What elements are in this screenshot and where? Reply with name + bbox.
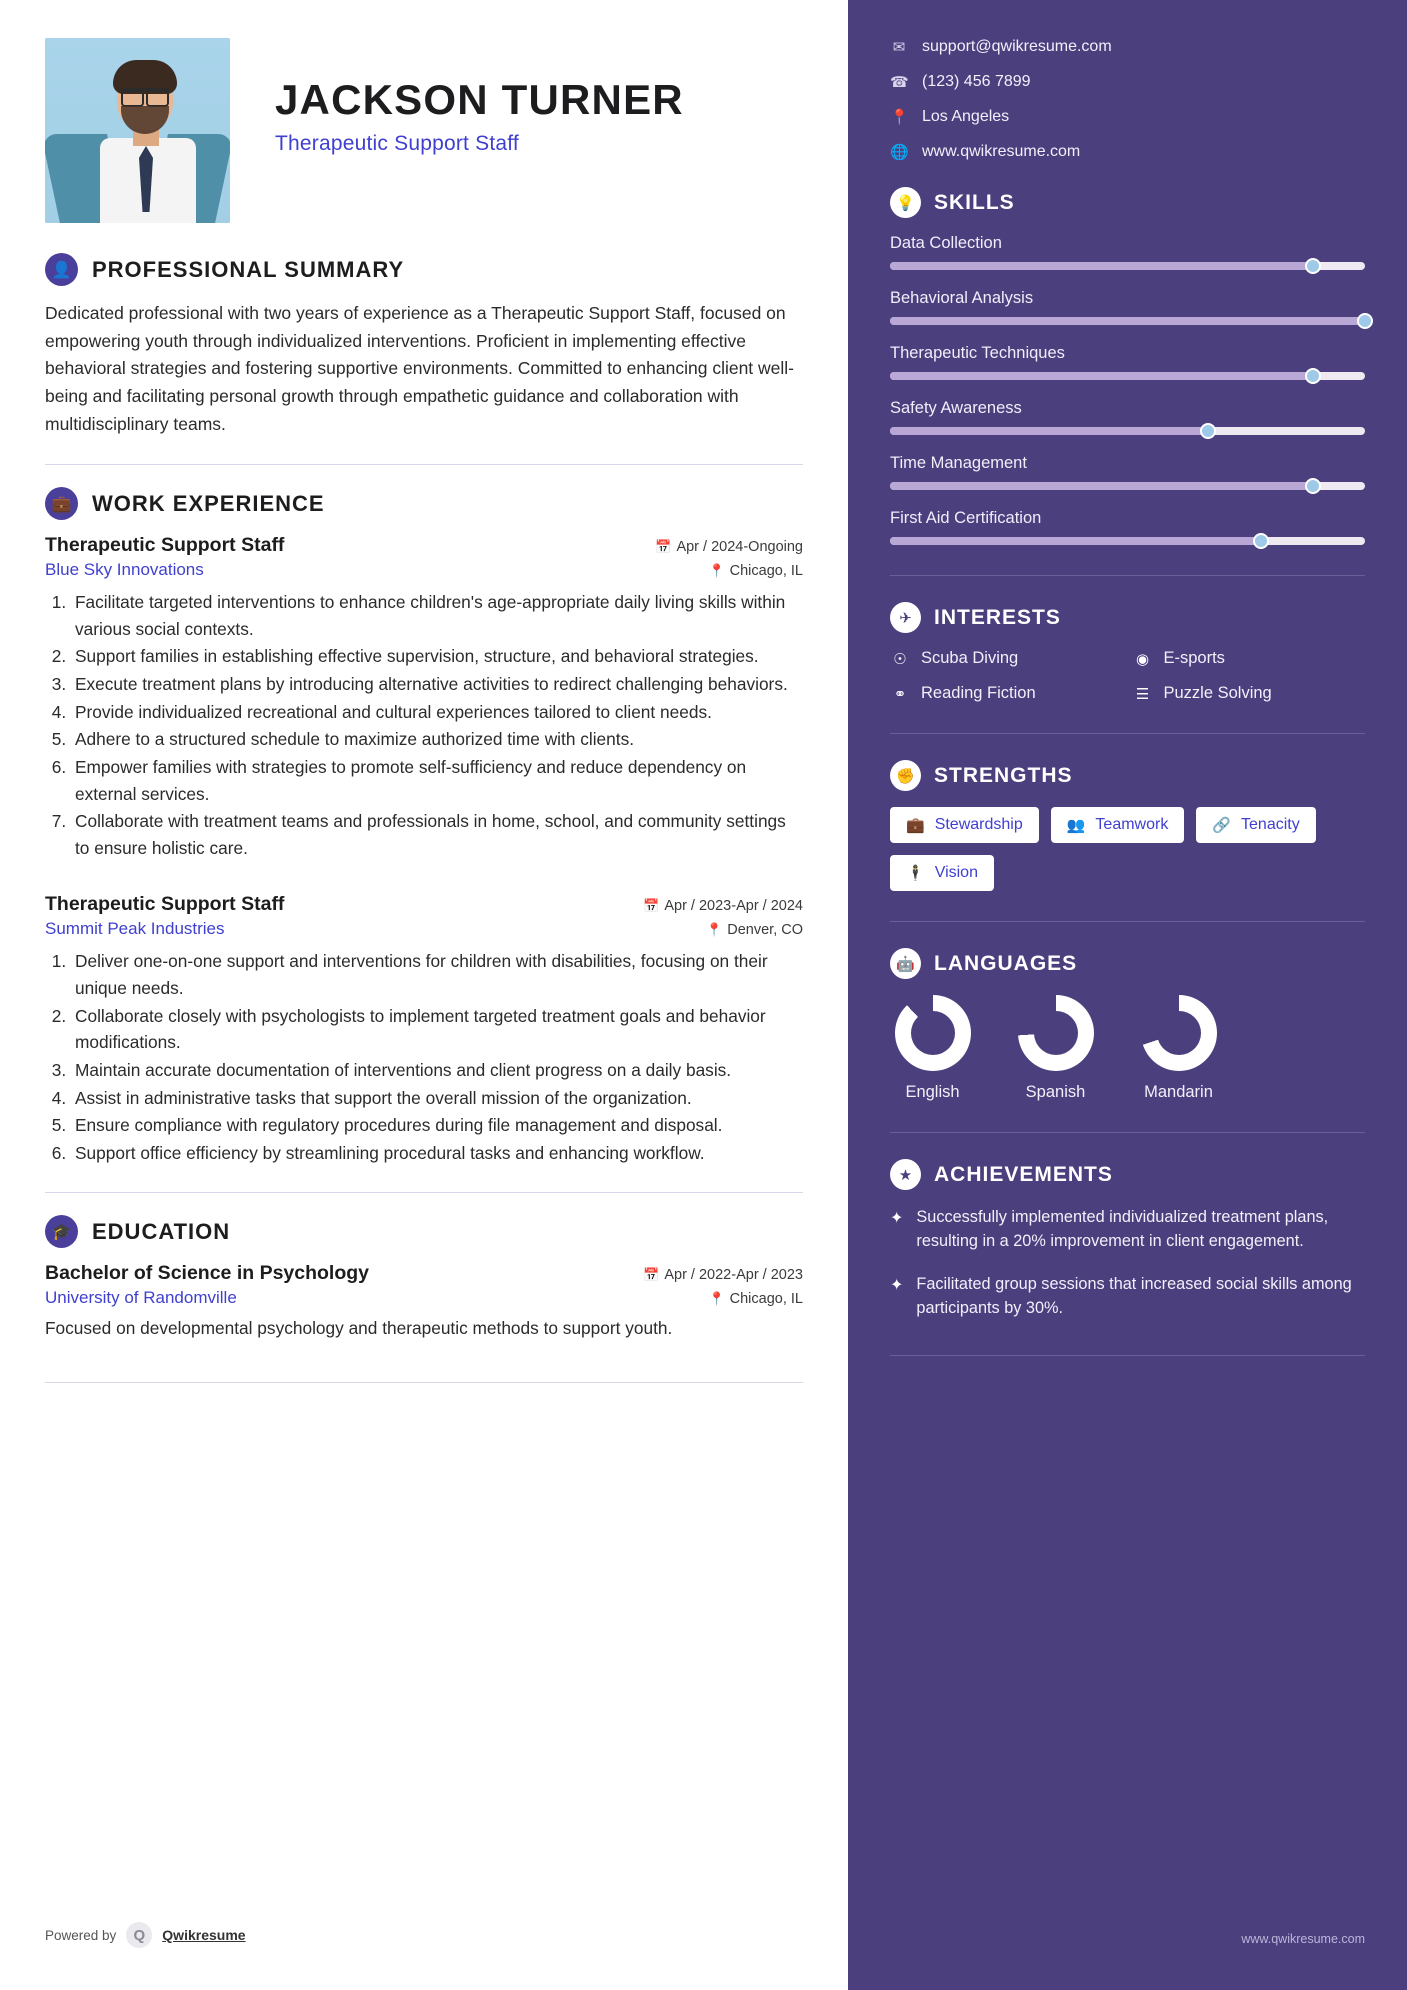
education-location: 📍 Chicago, IL bbox=[708, 1291, 803, 1308]
strength-chip bbox=[890, 855, 994, 891]
list-item: 3. Maintain accurate documentation of interventions and client progress on a daily basis. bbox=[71, 1057, 803, 1084]
globe-grid-icon: ☉ bbox=[893, 650, 907, 668]
strength-label: Teamwork bbox=[1095, 816, 1169, 833]
sidebar-divider bbox=[890, 575, 1365, 576]
list-item: 4. Provide individualized recreational and cultural experiences tailored to client needs. bbox=[71, 699, 803, 726]
contact-block bbox=[890, 38, 1365, 161]
interest-item bbox=[1133, 684, 1366, 703]
location-pin-icon: 📍 bbox=[708, 563, 725, 579]
education-description: Focused on developmental psychology and therapeutic methods to support youth. bbox=[45, 1318, 673, 1339]
experience-heading bbox=[45, 487, 803, 520]
list-item: 7. Collaborate with treatment teams and professionals in home, school, and community settings to ensure holistic care. bbox=[71, 808, 803, 861]
profile-photo bbox=[45, 38, 230, 223]
calendar-icon: 📅 bbox=[643, 1267, 660, 1283]
paper-plane-icon: ✈ bbox=[890, 602, 921, 633]
interest-label: Scuba Diving bbox=[921, 649, 1019, 667]
skill-meter bbox=[890, 537, 1365, 545]
interest-item bbox=[890, 649, 1123, 668]
gamepad-icon: ◉ bbox=[1135, 650, 1150, 668]
strengths-heading-label: STRENGTHS bbox=[934, 763, 1073, 787]
lightbulb-icon: 💡 bbox=[890, 187, 921, 218]
puzzle-icon: ☰ bbox=[1135, 685, 1150, 703]
binoculars-icon: 🕴 bbox=[906, 865, 925, 882]
section-professional-summary bbox=[45, 253, 803, 438]
sidebar-divider bbox=[890, 921, 1365, 922]
achievements-heading bbox=[890, 1159, 1365, 1190]
skill-label: Time Management bbox=[890, 454, 1027, 472]
skill-meter bbox=[890, 262, 1365, 270]
contact-email-value: support@qwikresume.com bbox=[922, 38, 1112, 55]
list-item: 1. Deliver one-on-one support and interventions for children with disabilities, focusing on their unique needs. bbox=[71, 948, 803, 1001]
summary-text: Dedicated professional with two years of experience as a Therapeutic Support Staff, focused on empowering youth through individualized interventions. Proficient in implementing effective behavioral strategies and fostering supportive environments. Committed to enhancing client well-being and facilitating personal growth through empathetic guidance and collaboration with multidisciplinary teams. bbox=[45, 303, 795, 434]
skills-heading-label: SKILLS bbox=[934, 190, 1015, 214]
language-item bbox=[890, 995, 975, 1102]
languages-heading-label: LANGUAGES bbox=[934, 951, 1078, 975]
education-item bbox=[45, 1262, 803, 1342]
skill-item bbox=[890, 454, 1365, 490]
job-date: 📅 Apr / 2023-Apr / 2024 bbox=[643, 898, 803, 915]
list-item: 2. Collaborate closely with psychologists to implement targeted treatment goals and behavior modifications. bbox=[71, 1003, 803, 1056]
interest-label: Reading Fiction bbox=[921, 684, 1036, 702]
qwikresume-logo-icon: Q bbox=[126, 1922, 152, 1948]
location-pin-icon: 📍 bbox=[706, 922, 723, 938]
section-strengths bbox=[890, 760, 1365, 891]
name-block bbox=[230, 38, 684, 156]
achievement-item bbox=[890, 1273, 1365, 1320]
school-name: University of Randomville bbox=[45, 1288, 237, 1308]
achievements-heading-label: ACHIEVEMENTS bbox=[934, 1162, 1113, 1186]
list-item: 4. Assist in administrative tasks that support the overall mission of the organization. bbox=[71, 1085, 803, 1112]
id-card-icon: 🤖 bbox=[890, 948, 921, 979]
skill-item bbox=[890, 344, 1365, 380]
strengths-heading bbox=[890, 760, 1365, 791]
section-skills bbox=[890, 187, 1365, 545]
skill-label: Therapeutic Techniques bbox=[890, 344, 1065, 362]
languages-heading bbox=[890, 948, 1365, 979]
job-date: 📅 Apr / 2024-Ongoing bbox=[655, 539, 803, 556]
education-date: 📅 Apr / 2022-Apr / 2023 bbox=[643, 1267, 803, 1284]
list-item: 6. Empower families with strategies to promote self-sufficiency and reduce dependency on external services. bbox=[71, 754, 803, 807]
powered-by-label: Powered by bbox=[45, 1927, 117, 1943]
interests-heading bbox=[890, 602, 1365, 633]
award-icon: ✦ bbox=[890, 1277, 904, 1295]
strength-chip bbox=[1051, 807, 1185, 843]
divider bbox=[45, 464, 803, 465]
job-company: Blue Sky Innovations bbox=[45, 560, 204, 580]
job-location: 📍 Denver, CO bbox=[706, 922, 803, 939]
experience-heading-label: WORK EXPERIENCE bbox=[92, 490, 325, 516]
contact-website[interactable] bbox=[890, 143, 1365, 161]
team-icon: 👥 bbox=[1066, 817, 1086, 834]
strength-chip bbox=[890, 807, 1039, 843]
interest-item bbox=[1133, 649, 1366, 668]
education-heading bbox=[45, 1215, 803, 1248]
list-item: 2. Support families in establishing effective supervision, structure, and behavioral strategies. bbox=[71, 643, 803, 670]
strength-label: Tenacity bbox=[1241, 816, 1300, 833]
strength-chip bbox=[1196, 807, 1315, 843]
job-role: Therapeutic Support Staff bbox=[45, 893, 285, 916]
skills-heading bbox=[890, 187, 1365, 218]
contact-email[interactable] bbox=[890, 38, 1365, 56]
location-pin-icon: 📍 bbox=[890, 109, 909, 126]
contact-website-value: www.qwikresume.com bbox=[922, 143, 1081, 160]
job-duties-list bbox=[71, 948, 803, 1166]
skill-item bbox=[890, 509, 1365, 545]
section-achievements bbox=[890, 1159, 1365, 1321]
skill-label: Data Collection bbox=[890, 234, 1002, 252]
divider bbox=[45, 1382, 803, 1383]
resume-sidebar bbox=[848, 0, 1407, 1990]
link-icon: 🔗 bbox=[1212, 817, 1232, 834]
strength-label: Stewardship bbox=[934, 816, 1023, 833]
list-item: 5. Ensure compliance with regulatory procedures during file management and disposal. bbox=[71, 1112, 803, 1139]
skill-item bbox=[890, 234, 1365, 270]
calendar-icon: 📅 bbox=[643, 898, 660, 914]
skill-item bbox=[890, 399, 1365, 435]
contact-phone[interactable] bbox=[890, 73, 1365, 91]
summary-heading bbox=[45, 253, 803, 286]
skill-meter bbox=[890, 427, 1365, 435]
graduation-cap-icon: 🎓 bbox=[45, 1215, 78, 1248]
section-interests bbox=[890, 602, 1365, 703]
education-heading-label: EDUCATION bbox=[92, 1218, 231, 1244]
skill-meter bbox=[890, 482, 1365, 490]
list-item: 6. Support office efficiency by streamlining procedural tasks and enhancing workflow. bbox=[71, 1140, 803, 1167]
language-donut-chart bbox=[1141, 995, 1217, 1071]
page-title: JACKSON TURNER bbox=[275, 76, 684, 123]
section-languages bbox=[890, 948, 1365, 1102]
briefcase-icon: 💼 bbox=[906, 817, 925, 834]
skill-meter bbox=[890, 372, 1365, 380]
degree-title: Bachelor of Science in Psychology bbox=[45, 1262, 370, 1285]
language-item bbox=[1013, 995, 1098, 1102]
fist-icon: ✊ bbox=[890, 760, 921, 791]
qwikresume-brand-link[interactable]: Qwikresume bbox=[162, 1927, 246, 1943]
location-pin-icon: 📍 bbox=[708, 1291, 725, 1307]
skill-label: First Aid Certification bbox=[890, 509, 1042, 527]
glasses-icon: ⚭ bbox=[893, 685, 907, 703]
language-item bbox=[1136, 995, 1221, 1102]
achievement-text: Facilitated group sessions that increased social skills among participants by 30%. bbox=[916, 1275, 1352, 1317]
section-work-experience bbox=[45, 487, 803, 1166]
language-donut-chart bbox=[1018, 995, 1094, 1071]
globe-icon: 🌐 bbox=[890, 144, 909, 161]
resume-header bbox=[45, 38, 803, 223]
envelope-icon: ✉ bbox=[892, 39, 906, 56]
achievement-item bbox=[890, 1206, 1365, 1253]
achievement-text: Successfully implemented individualized treatment plans, resulting in a 20% improvement in client engagement. bbox=[916, 1208, 1329, 1250]
skill-item bbox=[890, 289, 1365, 325]
footer-branding bbox=[45, 1922, 246, 1948]
interests-heading-label: INTERESTS bbox=[934, 605, 1061, 629]
job-title: Therapeutic Support Staff bbox=[275, 132, 519, 155]
summary-heading-label: PROFESSIONAL SUMMARY bbox=[92, 256, 405, 282]
interest-label: E-sports bbox=[1163, 649, 1225, 667]
language-donut-chart bbox=[895, 995, 971, 1071]
language-label: Mandarin bbox=[1144, 1083, 1213, 1101]
star-badge-icon: ★ bbox=[890, 1159, 921, 1190]
skill-label: Safety Awareness bbox=[890, 399, 1022, 417]
job-company: Summit Peak Industries bbox=[45, 919, 225, 939]
skill-label: Behavioral Analysis bbox=[890, 289, 1034, 307]
interest-label: Puzzle Solving bbox=[1163, 684, 1272, 702]
language-label: English bbox=[905, 1083, 960, 1101]
contact-location-value: Los Angeles bbox=[922, 108, 1010, 125]
sidebar-footer-url[interactable]: www.qwikresume.com bbox=[1241, 1932, 1365, 1946]
section-education bbox=[45, 1215, 803, 1342]
strength-label: Vision bbox=[934, 864, 978, 881]
job-duties-list bbox=[71, 589, 803, 861]
contact-location bbox=[890, 108, 1365, 126]
experience-item bbox=[45, 893, 803, 1166]
job-role: Therapeutic Support Staff bbox=[45, 534, 285, 557]
contact-phone-value: (123) 456 7899 bbox=[922, 73, 1031, 90]
sidebar-divider bbox=[890, 733, 1365, 734]
divider bbox=[45, 1192, 803, 1193]
sidebar-divider bbox=[890, 1132, 1365, 1133]
experience-item bbox=[45, 534, 803, 861]
calendar-icon: 📅 bbox=[655, 539, 672, 555]
briefcase-icon: 💼 bbox=[45, 487, 78, 520]
job-location: 📍 Chicago, IL bbox=[708, 563, 803, 580]
phone-icon: ☎ bbox=[890, 74, 909, 91]
award-icon: ✦ bbox=[890, 1210, 904, 1227]
skill-meter bbox=[890, 317, 1365, 325]
language-label: Spanish bbox=[1025, 1083, 1086, 1101]
user-circle-icon: 👤 bbox=[45, 253, 78, 286]
list-item: 3. Execute treatment plans by introducing alternative activities to redirect challenging behaviors. bbox=[71, 671, 803, 698]
list-item: 5. Adhere to a structured schedule to maximize authorized time with clients. bbox=[71, 726, 803, 753]
sidebar-divider bbox=[890, 1355, 1365, 1356]
interest-item bbox=[890, 684, 1123, 703]
list-item: 1. Facilitate targeted interventions to enhance children's age-appropriate daily living skills within various social contexts. bbox=[71, 589, 803, 642]
